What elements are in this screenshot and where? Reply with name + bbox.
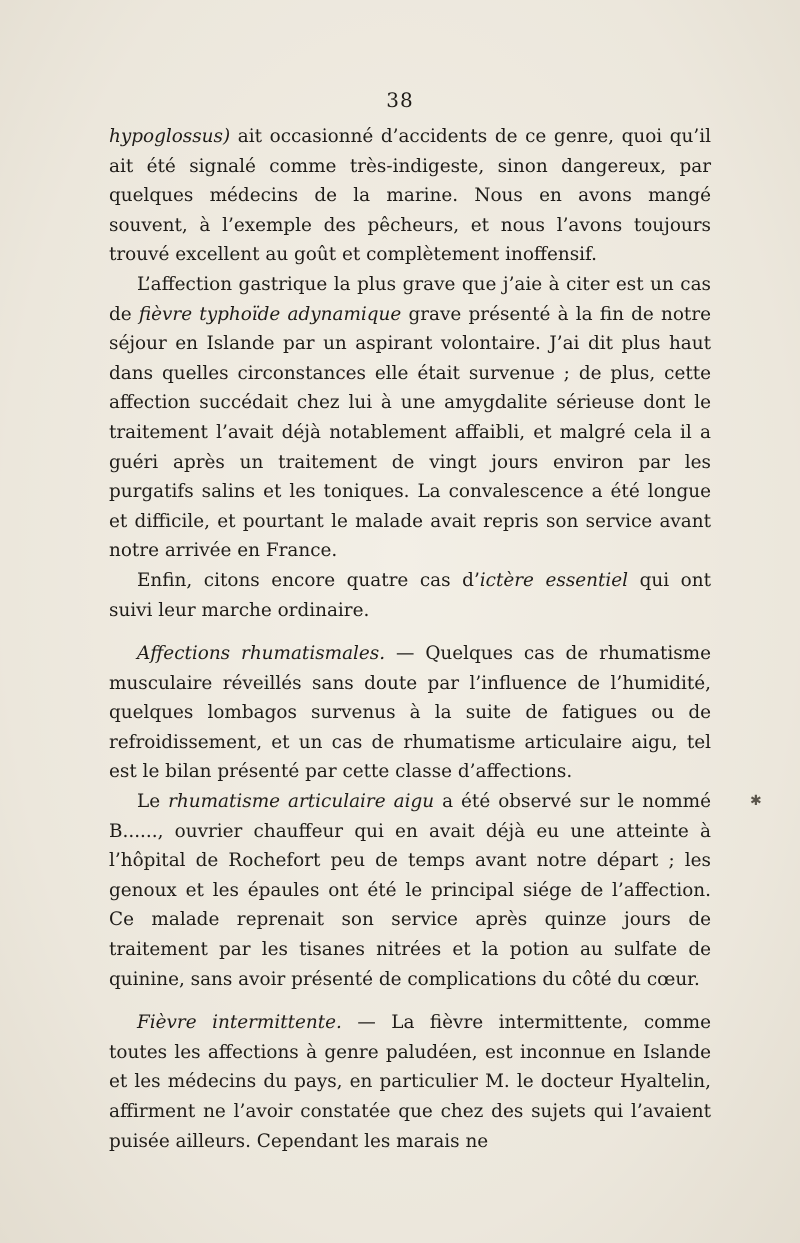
paragraph-text: L’affection gastrique la plus grave que j’aie à citer est un cas de bbox=[109, 273, 711, 325]
italic-term: ictère essentiel bbox=[479, 569, 629, 591]
paragraph-rheumatism-heading bbox=[109, 639, 711, 787]
italic-term: rhumatisme articulaire aigu bbox=[168, 791, 435, 813]
paragraph-text: Enfin, citons encore quatre cas d’ bbox=[137, 569, 480, 591]
section-heading: Affections rhumatismales. bbox=[137, 643, 386, 665]
paragraph-icterus bbox=[109, 566, 711, 625]
paragraph-continuation bbox=[109, 122, 711, 270]
italic-term: fièvre typhoïde adynamique bbox=[138, 303, 402, 325]
italic-term: hypoglossus) bbox=[109, 126, 231, 147]
paragraph-text: ait occasionné d’accidents de ce genre, quoi qu’il ait été signalé comme très-indigeste, sinon dangereux, par quelques médecins de la marine. Nous en avons mangé souvent, à l’exemple des pêcheurs, et nous l’avons toujours trouvé excellent au goût et complètement inoffensif. bbox=[109, 126, 711, 266]
ink-speck-icon: ✱ bbox=[750, 793, 762, 809]
paragraph-text: qui ont suivi leur marche ordinaire. bbox=[109, 569, 711, 621]
paragraph-rheumatism-case bbox=[109, 787, 711, 994]
body-text bbox=[109, 122, 711, 1156]
paragraph-fever-heading bbox=[109, 1008, 711, 1156]
paragraph-text: — La fièvre intermittente, comme toutes les affections à genre paludéen, est inconnue en Islande et les médecins du pays, en particulier M. le docteur Hyaltelin, affirment ne l’avoir constatée que chez des sujets qui l’avaient puisée ailleurs. Cependant les marais ne bbox=[109, 1012, 711, 1152]
paragraph-typhoid bbox=[109, 270, 711, 566]
paragraph-text: Le bbox=[137, 791, 169, 813]
paragraph-text: a été observé sur le nommé B......, ouvrier chauffeur qui en avait déjà eu une atteinte à l’hôpital de Rochefort peu de temps avant notre départ ; les genoux et les épaules ont été le principal siége de l’affection. Ce malade reprenait son service après quinze jours de traitement par les tisanes nitrées et la potion au sulfate de quinine, sans avoir présenté de complications du côté du cœur. bbox=[109, 791, 711, 990]
page-number: 38 bbox=[386, 88, 414, 112]
section-heading: Fièvre intermittente. bbox=[137, 1012, 342, 1034]
paragraph-text: grave présenté à la fin de notre séjour en Islande par un aspirant volontaire. J’ai dit plus haut dans quelles circonstances elle était survenue ; de plus, cette affection succédait chez lui à une amygdalite sérieuse dont le traitement l’avait déjà notablement affaibli, et malgré cela il a guéri après un traitement de vingt jours environ par les purgatifs salins et les toniques. La convalescence a été longue et difficile, et pourtant le malade avait repris son service avant notre arrivée en France. bbox=[109, 303, 711, 562]
paragraph-text: — Quelques cas de rhumatisme musculaire réveillés sans doute par l’influence de l’humidité, quelques lombagos survenus à la suite de fatigues ou de refroidissement, et un cas de rhumatisme articulaire aigu, tel est le bilan présenté par cette classe d’affections. bbox=[109, 643, 711, 783]
